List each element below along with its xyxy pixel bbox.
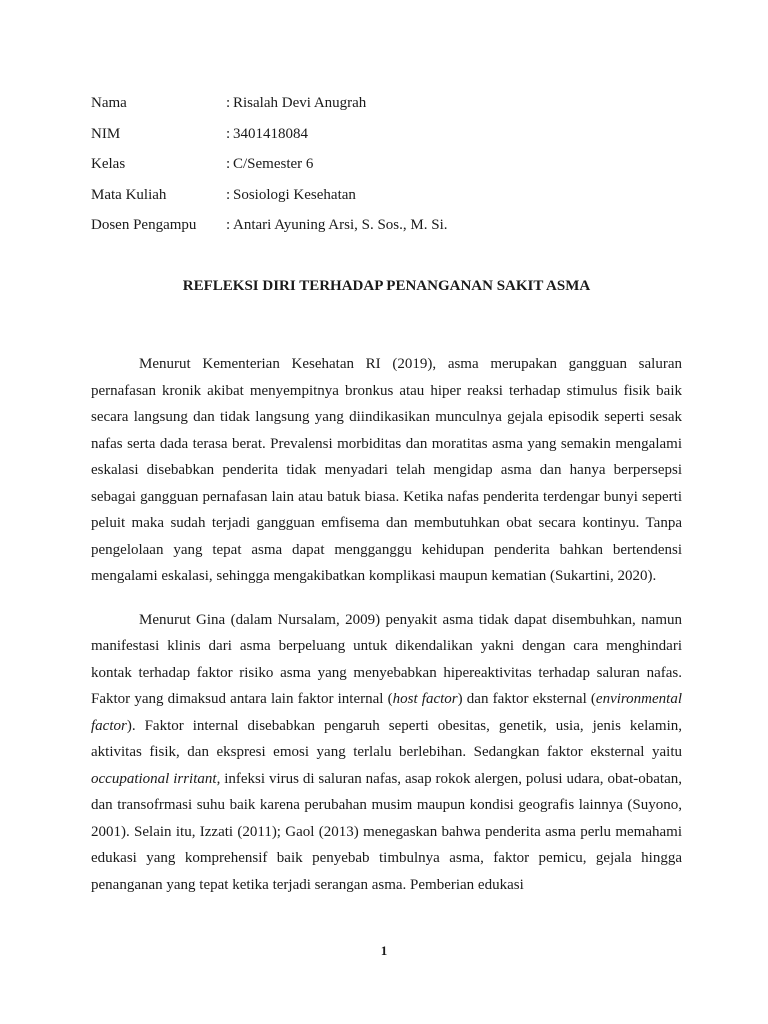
- page-number: 1: [380, 943, 388, 958]
- identity-colon: :: [226, 95, 231, 111]
- identity-row-lecturer: [91, 212, 691, 243]
- identity-row-nim: [91, 121, 691, 152]
- identity-colon: :: [226, 156, 231, 172]
- paragraph-text: Menurut Kementerian Kesehatan RI (2019), asma merupakan gangguan saluran pernafasan kronik akibat menyempitnya bronkus atau hiper reaksi terhadap stimulus fisik baik secara langsung dan tidak langsung yang diindikasikan munculnya gejala episodik seperti sesak nafas serta dada terasa berat. Prevalensi morbiditas dan moratitas asma yang semakin mengalami eskalasi disebabkan penderita tidak menyadari telah mengidap asma dan hanya berpersepsi sebagai gangguan pernafasan lain atau batuk biasa. Ketika nafas penderita terdengar bunyi seperti peluit maka sudah terjadi gangguan emfisema dan membutuhkan obat secara kontinyu. Tanpa pengelolaan yang tepat asma dapat mengganggu kehidupan penderita bahkan bertendensi mengalami eskalasi, sehingga mengakibatkan komplikasi maupun kematian (Sukartini, 2020).: [91, 356, 682, 584]
- paragraph-text: ) dan faktor eksternal (: [457, 691, 596, 707]
- identity-value: Risalah Devi Anugrah: [233, 95, 367, 111]
- identity-colon: :: [226, 186, 231, 203]
- italic-term: host factor: [392, 691, 458, 707]
- paragraph-text: ). Faktor internal disebabkan pengaruh seperti obesitas, genetik, usia, jenis kelamin, aktivitas fisik, dan ekspresi emosi yang terlalu berlebihan. Sedangkan faktor eksternal yaitu: [91, 717, 682, 760]
- italic-term: environmental factor: [91, 691, 683, 734]
- identity-colon: :: [226, 217, 231, 233]
- paragraph-text: Menurut Gina (dalam Nursalam, 2009) penyakit asma tidak dapat disembuhkan, namun manifestasi klinis dari asma berpeluang untuk dikendalikan yakni dengan cara menghindari kontak terhadap faktor risiko asma yang menyebabkan hipereaktivitas terhadap saluran nafas. Faktor yang dimaksud antara lain faktor internal (: [91, 611, 682, 707]
- identity-row-name: [91, 90, 691, 121]
- identity-block: [91, 90, 691, 243]
- paragraph-text: , infeksi virus di saluran nafas, asap rokok alergen, polusi udara, obat-obatan, dan transofrmasi suhu baik karena perubahan musim maupun kondisi geografis lainnya (Suyono, 2001). Selain itu, Izzati (2011); Gaol (2013) menegaskan bahwa penderita asma perlu memahami edukasi yang komprehensif baik penyebab timbulnya asma, faktor pemicu, gejala hingga penanganan yang tepat ketika terjadi serangan asma. Pemberian edukasi: [91, 770, 682, 893]
- identity-label: Nama: [91, 95, 127, 111]
- identity-label: NIM: [91, 125, 121, 142]
- identity-label: Dosen Pengampu: [91, 217, 197, 233]
- identity-label: Mata Kuliah: [91, 186, 167, 203]
- italic-term: occupational irritant: [91, 770, 217, 787]
- identity-colon: :: [226, 125, 231, 142]
- identity-value: Sosiologi Kesehatan: [233, 186, 356, 203]
- identity-row-course: [91, 182, 691, 213]
- identity-value: Antari Ayuning Arsi, S. Sos., M. Si.: [233, 217, 448, 233]
- identity-value: 3401418084: [233, 125, 308, 142]
- identity-label: Kelas: [91, 156, 126, 172]
- identity-row-class: [91, 151, 691, 182]
- body-paragraph-1: [91, 351, 682, 590]
- identity-value: C/Semester 6: [233, 156, 314, 172]
- document-title: REFLEKSI DIRI TERHADAP PENANGANAN SAKIT ASMA: [182, 278, 591, 294]
- document-body: [91, 351, 682, 898]
- body-paragraph-2: [91, 607, 682, 899]
